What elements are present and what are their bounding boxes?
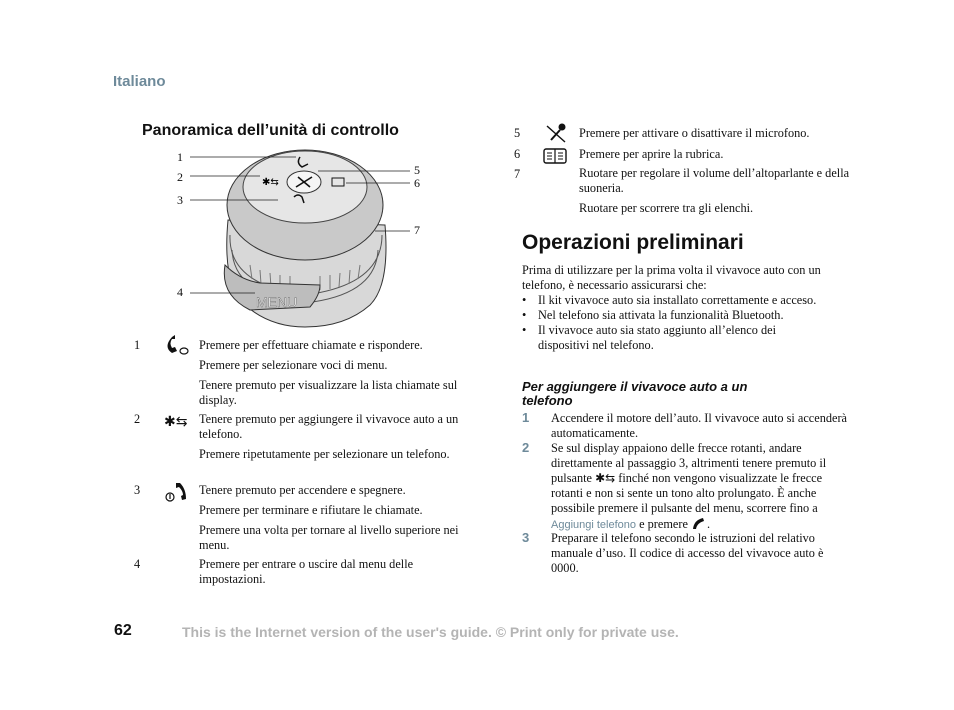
row-5-number: 5	[514, 126, 521, 140]
callout-6: 6	[414, 176, 420, 190]
row-6-number: 6	[514, 147, 521, 161]
row-7-line-1: Ruotare per regolare il volume dell’altoparlante e della suoneria.	[579, 166, 850, 195]
bullet-3: • Il vivavoce auto sia stato aggiunto all’elenco dei dispositivi nel telefono.	[522, 323, 827, 353]
menu-label-on-device: MENU	[256, 294, 298, 310]
callout-4: 4	[177, 285, 183, 299]
bluetooth-pair-icon: ✱⇆	[164, 414, 188, 430]
step-3-number: 3	[522, 530, 530, 545]
row-2-line-1: Tenere premuto per aggiungere il vivavoce auto a un telefono.	[199, 412, 459, 441]
row-4-line-1: Premere per entrare o uscire dal menu delle impostazioni.	[199, 557, 414, 586]
step-1-number: 1	[522, 410, 530, 425]
step-2-text	[551, 441, 853, 534]
page-number: 62	[114, 622, 132, 639]
bullet-2: • Nel telefono sia attivata la funzionalità Bluetooth.	[522, 308, 827, 323]
microphone-mute-icon	[544, 122, 570, 149]
power-end-icon	[162, 480, 192, 509]
menu-item-add-phone: Aggiungi telefono	[551, 519, 637, 531]
step-3-text: Preparare il telefono secondo le istruzioni del relativo manuale d’uso. Il codice di accesso del vivavoce auto è 0000.	[551, 531, 824, 575]
row-2-number: 2	[134, 412, 141, 426]
step-2-text-b: finché non vengono visualizzate le frecce rotanti e non si sente un tono alto prolungato. È anche possibile premere il pulsante del menu, scorrere fino a	[551, 471, 823, 515]
row-1-line-3: Tenere premuto per visualizzare la lista chiamate sul display.	[199, 378, 458, 407]
row-5-line-1: Premere per attivare o disattivare il microfono.	[579, 126, 810, 140]
callout-3: 3	[177, 193, 183, 207]
row-3-line-3: Premere una volta per tornare al livello superiore nei menu.	[199, 523, 459, 552]
svg-text:✱⇆: ✱⇆	[262, 177, 279, 188]
step-2-text-d: .	[706, 517, 711, 531]
row-7-number: 7	[514, 167, 521, 181]
row-1-line-2: Premere per selezionare voci di menu.	[199, 358, 388, 372]
step-2-text-a: Se sul display appaiono delle frecce rotanti, andare direttamente al passaggio 3, altrimenti tenere premuto il pulsante	[551, 441, 827, 485]
control-unit-drawing	[170, 145, 430, 330]
subsection-title-add-phone: Per aggiungere il vivavoce auto a un telefono	[522, 379, 748, 408]
step-2-text-c: e premere	[639, 517, 688, 531]
footer-notice: This is the Internet version of the user's guide. © Print only for private use.	[182, 624, 679, 640]
section-title-getting-started: Operazioni preliminari	[522, 231, 744, 254]
row-1-line-1: Premere per effettuare chiamate e rispondere.	[199, 338, 423, 352]
row-3-line-1: Tenere premuto per accendere e spegnere.	[199, 483, 406, 497]
row-6-line-1: Premere per aprire la rubrica.	[579, 147, 724, 161]
row-2-line-2: Premere ripetutamente per selezionare un telefono.	[199, 447, 450, 461]
callout-1: 1	[177, 150, 183, 164]
step-1-text: Accendere il motore dell’auto. Il vivavoce auto si accenderà automaticamente.	[551, 411, 848, 440]
control-unit-illustration	[170, 145, 430, 330]
step-2-number: 2	[522, 440, 530, 455]
prerequisites-list	[522, 293, 827, 353]
row-3-number: 3	[134, 483, 141, 497]
call-answer-icon	[162, 334, 192, 363]
callout-7: 7	[414, 223, 420, 237]
row-7-line-2: Ruotare per scorrere tra gli elenchi.	[579, 201, 754, 215]
language-header: Italiano	[113, 73, 166, 90]
intro-paragraph: Prima di utilizzare per la prima volta il vivavoce auto con un telefono, è necessario assicurarsi che:	[522, 263, 821, 292]
row-3-line-2: Premere per terminare e rifiutare le chiamate.	[199, 503, 423, 517]
bluetooth-pair-icon-inline: ✱⇆	[595, 471, 616, 485]
row-1-number: 1	[134, 338, 141, 352]
bullet-1: • Il kit vivavoce auto sia installato correttamente e acceso.	[522, 293, 827, 308]
callout-2: 2	[177, 170, 183, 184]
callout-5: 5	[414, 163, 420, 177]
section-title-control-unit: Panoramica dell’unità di controllo	[142, 122, 399, 139]
phonebook-icon	[543, 148, 567, 169]
row-4-number: 4	[134, 557, 141, 571]
